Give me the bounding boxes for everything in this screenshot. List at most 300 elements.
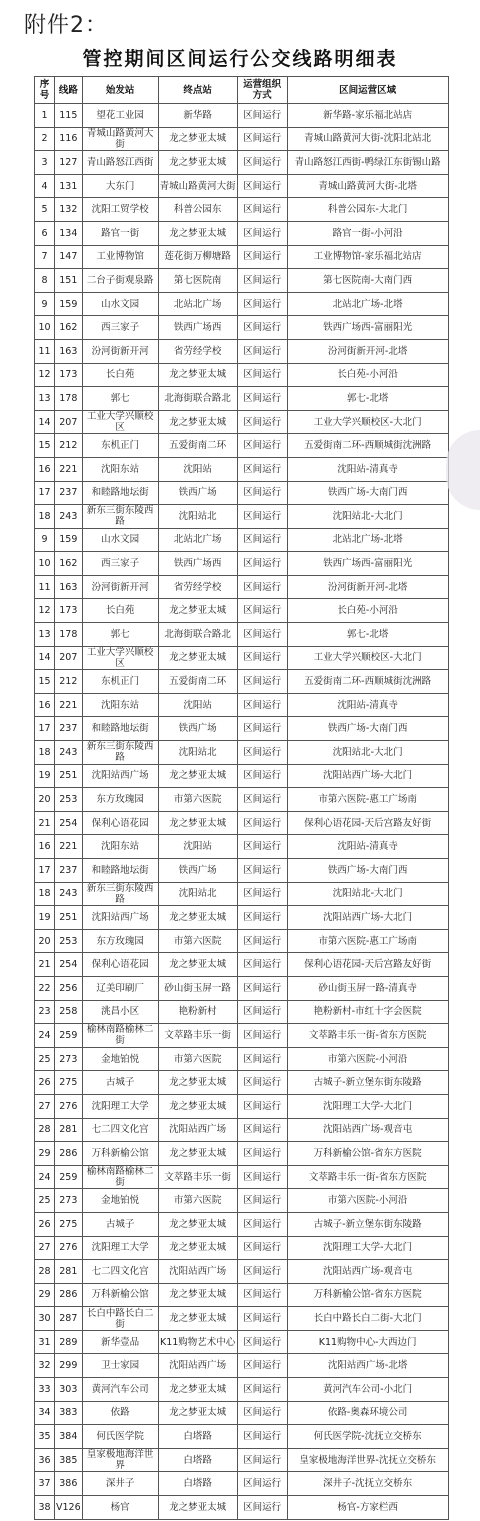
table-row <box>35 457 449 481</box>
cell-no: 15 <box>35 434 55 458</box>
cell-mode: 区间运行 <box>237 1024 287 1048</box>
cell-end: 龙之梦亚太城 <box>158 221 237 245</box>
cell-area: 沈阳理工大学-大北门 <box>287 1094 448 1118</box>
cell-area: 沈阳站西广场-大北门 <box>287 764 448 788</box>
cell-area: 工业博物馆-家乐福北站店 <box>287 245 448 269</box>
cell-area: 汾河街新开河-北塔 <box>287 575 448 599</box>
cell-end: 龙之梦亚太城 <box>158 1071 237 1095</box>
cell-start: 古城子 <box>82 1071 158 1095</box>
cell-no: 31 <box>35 1330 55 1354</box>
cell-end: 文萃路丰乐一街 <box>158 1024 237 1048</box>
cell-line: 163 <box>55 339 83 363</box>
cell-area: 铁西广场-大南门西 <box>287 859 448 883</box>
cell-mode: 区间运行 <box>237 316 287 340</box>
cell-mode: 区间运行 <box>237 1189 287 1213</box>
cell-no: 16 <box>35 693 55 717</box>
cell-no: 18 <box>35 741 55 765</box>
cell-end: 青城山路黄河大街 <box>158 174 237 198</box>
cell-area: 长白中路长白二街-大北门 <box>287 1307 448 1331</box>
cell-end: 龙之梦亚太城 <box>158 1283 237 1307</box>
cell-area: 青城山路黄河大街-北塔 <box>287 174 448 198</box>
table-row <box>35 174 449 198</box>
cell-start: 山水文园 <box>82 292 158 316</box>
cell-line: 253 <box>55 788 83 812</box>
cell-end: 市第六医院 <box>158 1189 237 1213</box>
cell-line: 243 <box>55 505 83 529</box>
cell-no: 38 <box>35 1496 55 1520</box>
cell-start: 沈阳东站 <box>82 835 158 859</box>
cell-start: 长白苑 <box>82 599 158 623</box>
cell-no: 20 <box>35 788 55 812</box>
cell-start: 东机正门 <box>82 670 158 694</box>
cell-end: 龙之梦亚太城 <box>158 1401 237 1425</box>
cell-start: 汾河街新开河 <box>82 339 158 363</box>
cell-line: 212 <box>55 434 83 458</box>
cell-area: 沈阳站西广场-观音屯 <box>287 1260 448 1284</box>
table-row <box>35 151 449 175</box>
cell-mode: 区间运行 <box>237 1071 287 1095</box>
cell-end: 省劳经学校 <box>158 575 237 599</box>
cell-mode: 区间运行 <box>237 1236 287 1260</box>
cell-mode: 区间运行 <box>237 245 287 269</box>
cell-mode: 区间运行 <box>237 363 287 387</box>
cell-area: 五爱街南二环-西顺城街沈洲路 <box>287 434 448 458</box>
cell-no: 6 <box>35 221 55 245</box>
cell-mode: 区间运行 <box>237 929 287 953</box>
cell-area: 黄河汽车公司-小北门 <box>287 1378 448 1402</box>
cell-area: 保利心语花园-天后宫路友好街 <box>287 953 448 977</box>
table-row <box>35 198 449 222</box>
cell-no: 37 <box>35 1472 55 1496</box>
table-row <box>35 788 449 812</box>
cell-mode: 区间运行 <box>237 906 287 930</box>
table-row <box>35 953 449 977</box>
cell-no: 19 <box>35 906 55 930</box>
cell-line: 286 <box>55 1142 83 1166</box>
cell-area: 青山路怒江西街-鸭绿江东街锡山路 <box>287 151 448 175</box>
cell-area: 工业大学兴顺校区-大北门 <box>287 646 448 670</box>
cell-line: 251 <box>55 764 83 788</box>
cell-start: 万科新榆公馆 <box>82 1283 158 1307</box>
cell-mode: 区间运行 <box>237 1330 287 1354</box>
cell-start: 郭七 <box>82 623 158 647</box>
cell-end: 市第六医院 <box>158 1047 237 1071</box>
cell-start: 西三家子 <box>82 316 158 340</box>
cell-start: 工业大学兴顺校区 <box>82 410 158 434</box>
cell-line: 299 <box>55 1354 83 1378</box>
cell-mode: 区间运行 <box>237 764 287 788</box>
cell-no: 17 <box>35 717 55 741</box>
cell-no: 13 <box>35 623 55 647</box>
cell-area: 铁西广场西-富丽阳光 <box>287 552 448 576</box>
cell-end: 龙之梦亚太城 <box>158 646 237 670</box>
cell-line: 259 <box>55 1024 83 1048</box>
table-row <box>35 316 449 340</box>
cell-start: 沈阳东站 <box>82 693 158 717</box>
cell-area: 沈阳站西广场-大北门 <box>287 906 448 930</box>
cell-start: 沈阳东站 <box>82 457 158 481</box>
cell-end: 白塔路 <box>158 1425 237 1449</box>
cell-start: 沈阳站西广场 <box>82 764 158 788</box>
cell-no: 11 <box>35 575 55 599</box>
cell-end: K11购物艺术中心 <box>158 1330 237 1354</box>
cell-no: 9 <box>35 528 55 552</box>
cell-mode: 区间运行 <box>237 127 287 151</box>
cell-no: 19 <box>35 764 55 788</box>
cell-mode: 区间运行 <box>237 339 287 363</box>
cell-area: 第七医院南-大南门西 <box>287 269 448 293</box>
cell-end: 北站北广场 <box>158 292 237 316</box>
cell-no: 26 <box>35 1071 55 1095</box>
table-row <box>35 1236 449 1260</box>
cell-area: 杨官-方家栏西 <box>287 1496 448 1520</box>
cell-area: 市第六医院-小河沿 <box>287 1189 448 1213</box>
cell-no: 11 <box>35 339 55 363</box>
cell-end: 北站北广场 <box>158 528 237 552</box>
cell-end: 龙之梦亚太城 <box>158 906 237 930</box>
cell-no: 30 <box>35 1307 55 1331</box>
glare-mark <box>446 430 480 510</box>
cell-area: K11购物中心-大西边门 <box>287 1330 448 1354</box>
table-row <box>35 1448 449 1472</box>
cell-start: 保利心语花园 <box>82 811 158 835</box>
cell-mode: 区间运行 <box>237 505 287 529</box>
page-title: 管控期间区间运行公交线路明细表 <box>82 48 398 70</box>
cell-area: 铁西广场-大南门西 <box>287 481 448 505</box>
cell-line: 163 <box>55 575 83 599</box>
cell-start: 沈阳站西广场 <box>82 906 158 930</box>
cell-mode: 区间运行 <box>237 1448 287 1472</box>
cell-end: 龙之梦亚太城 <box>158 410 237 434</box>
cell-end: 沈阳站西广场 <box>158 1354 237 1378</box>
cell-area: 沈阳站-清真寺 <box>287 693 448 717</box>
cell-mode: 区间运行 <box>237 670 287 694</box>
cell-start: 西三家子 <box>82 552 158 576</box>
cell-no: 18 <box>35 505 55 529</box>
cell-line: 383 <box>55 1401 83 1425</box>
cell-end: 铁西广场西 <box>158 552 237 576</box>
cell-line: 221 <box>55 457 83 481</box>
cell-mode: 区间运行 <box>237 788 287 812</box>
table-row <box>35 764 449 788</box>
cell-end: 铁西广场西 <box>158 316 237 340</box>
cell-end: 龙之梦亚太城 <box>158 1496 237 1520</box>
table-row <box>35 1000 449 1024</box>
table-row <box>35 1283 449 1307</box>
cell-no: 24 <box>35 1165 55 1189</box>
table-row <box>35 1425 449 1449</box>
cell-mode: 区间运行 <box>237 434 287 458</box>
cell-start: 沈阳理工大学 <box>82 1094 158 1118</box>
cell-line: 276 <box>55 1094 83 1118</box>
cell-mode: 区间运行 <box>237 269 287 293</box>
cell-end: 科普公园东 <box>158 198 237 222</box>
cell-mode: 区间运行 <box>237 1047 287 1071</box>
cell-mode: 区间运行 <box>237 811 287 835</box>
cell-line: 159 <box>55 528 83 552</box>
cell-mode: 区间运行 <box>237 882 287 906</box>
cell-line: 258 <box>55 1000 83 1024</box>
table-row <box>35 387 449 411</box>
cell-line: 221 <box>55 835 83 859</box>
cell-area: 保利心语花园-天后宫路友好街 <box>287 811 448 835</box>
cell-end: 龙之梦亚太城 <box>158 1236 237 1260</box>
cell-mode: 区间运行 <box>237 292 287 316</box>
cell-mode: 区间运行 <box>237 174 287 198</box>
cell-start: 金地铂悦 <box>82 1189 158 1213</box>
cell-line: 207 <box>55 410 83 434</box>
cell-start: 何氏医学院 <box>82 1425 158 1449</box>
cell-area: 青城山路黄河大街-沈阳北站北 <box>287 127 448 151</box>
header-row <box>35 77 449 104</box>
cell-start: 黄河汽车公司 <box>82 1378 158 1402</box>
cell-line: 134 <box>55 221 83 245</box>
cell-end: 北海街联合路北 <box>158 387 237 411</box>
cell-line: 178 <box>55 387 83 411</box>
cell-line: 173 <box>55 599 83 623</box>
table-row <box>35 575 449 599</box>
table-row <box>35 104 449 128</box>
cell-end: 五爱街南二环 <box>158 434 237 458</box>
cell-line: 254 <box>55 953 83 977</box>
cell-start: 望花工业园 <box>82 104 158 128</box>
cell-end: 砂山街玉屏一路 <box>158 976 237 1000</box>
table-row <box>35 1165 449 1189</box>
table-row <box>35 505 449 529</box>
cell-end: 沈阳站北 <box>158 505 237 529</box>
cell-start: 东方玫瑰园 <box>82 929 158 953</box>
cell-line: 303 <box>55 1378 83 1402</box>
cell-no: 17 <box>35 859 55 883</box>
table-row <box>35 1496 449 1520</box>
cell-area: 沈阳站西广场-观音屯 <box>287 1118 448 1142</box>
cell-end: 龙之梦亚太城 <box>158 1142 237 1166</box>
cell-start: 榆林南路榆林二街 <box>82 1024 158 1048</box>
cell-no: 15 <box>35 670 55 694</box>
cell-no: 14 <box>35 410 55 434</box>
cell-line: 281 <box>55 1118 83 1142</box>
cell-area: 市第六医院-惠工广场南 <box>287 929 448 953</box>
cell-mode: 区间运行 <box>237 457 287 481</box>
cell-line: 275 <box>55 1071 83 1095</box>
table-row <box>35 1401 449 1425</box>
cell-end: 沈阳站西广场 <box>158 1260 237 1284</box>
cell-no: 21 <box>35 953 55 977</box>
cell-start: 和睦路地坛街 <box>82 481 158 505</box>
cell-mode: 区间运行 <box>237 1472 287 1496</box>
cell-area: 万科新榆公馆-省东方医院 <box>287 1142 448 1166</box>
cell-mode: 区间运行 <box>237 693 287 717</box>
table-row <box>35 1330 449 1354</box>
cell-no: 18 <box>35 882 55 906</box>
cell-start: 辽美印刷厂 <box>82 976 158 1000</box>
cell-line: 273 <box>55 1189 83 1213</box>
cell-line: 251 <box>55 906 83 930</box>
cell-start: 青城山路黄河大街 <box>82 127 158 151</box>
table-row <box>35 481 449 505</box>
cell-line: 147 <box>55 245 83 269</box>
cell-area: 市第六医院-惠工广场南 <box>287 788 448 812</box>
table-row <box>35 693 449 717</box>
cell-line: 212 <box>55 670 83 694</box>
cell-end: 沈阳站北 <box>158 882 237 906</box>
table-row <box>35 292 449 316</box>
cell-area: 科普公园东-大北门 <box>287 198 448 222</box>
cell-area: 市第六医院-小河沿 <box>287 1047 448 1071</box>
cell-line: 287 <box>55 1307 83 1331</box>
cell-no: 7 <box>35 245 55 269</box>
cell-start: 郭七 <box>82 387 158 411</box>
cell-line: 237 <box>55 481 83 505</box>
table-row <box>35 859 449 883</box>
cell-start: 长白中路长白二街 <box>82 1307 158 1331</box>
table-row <box>35 1307 449 1331</box>
cell-no: 24 <box>35 1024 55 1048</box>
cell-area: 汾河街新开河-北塔 <box>287 339 448 363</box>
table-row <box>35 1024 449 1048</box>
attachment-label: 附件2： <box>24 13 108 38</box>
cell-line: 259 <box>55 1165 83 1189</box>
cell-end: 龙之梦亚太城 <box>158 1378 237 1402</box>
cell-start: 金地铂悦 <box>82 1047 158 1071</box>
cell-start: 沈阳工贸学校 <box>82 198 158 222</box>
cell-line: 243 <box>55 741 83 765</box>
cell-mode: 区间运行 <box>237 717 287 741</box>
table-row <box>35 906 449 930</box>
cell-start: 卫士家园 <box>82 1354 158 1378</box>
cell-start: 和睦路地坛街 <box>82 859 158 883</box>
cell-area: 依路-奥森环境公司 <box>287 1401 448 1425</box>
route-table <box>34 76 449 1520</box>
cell-start: 山水文园 <box>82 528 158 552</box>
cell-line: V126 <box>55 1496 83 1520</box>
cell-area: 五爱街南二环-西顺城街沈洲路 <box>287 670 448 694</box>
cell-no: 28 <box>35 1118 55 1142</box>
table-row <box>35 717 449 741</box>
cell-mode: 区间运行 <box>237 1496 287 1520</box>
cell-end: 白塔路 <box>158 1448 237 1472</box>
cell-start: 工业博物馆 <box>82 245 158 269</box>
table-row <box>35 363 449 387</box>
cell-no: 13 <box>35 387 55 411</box>
cell-area: 铁西广场-大南门西 <box>287 717 448 741</box>
cell-end: 沈阳站 <box>158 835 237 859</box>
table-row <box>35 1047 449 1071</box>
cell-area: 皇家极地海洋世界-沈抚立交桥东 <box>287 1448 448 1472</box>
cell-end: 五爱街南二环 <box>158 670 237 694</box>
table-row <box>35 599 449 623</box>
cell-mode: 区间运行 <box>237 976 287 1000</box>
table-row <box>35 1472 449 1496</box>
cell-line: 151 <box>55 269 83 293</box>
cell-mode: 区间运行 <box>237 646 287 670</box>
cell-mode: 区间运行 <box>237 221 287 245</box>
table-row <box>35 528 449 552</box>
cell-area: 工业大学兴顺校区-大北门 <box>287 410 448 434</box>
cell-start: 新华壹品 <box>82 1330 158 1354</box>
cell-area: 深井子-沈抚立交桥东 <box>287 1472 448 1496</box>
cell-mode: 区间运行 <box>237 481 287 505</box>
table-row <box>35 646 449 670</box>
cell-line: 131 <box>55 174 83 198</box>
cell-mode: 区间运行 <box>237 623 287 647</box>
table-row <box>35 811 449 835</box>
cell-start: 古城子 <box>82 1212 158 1236</box>
table-row <box>35 623 449 647</box>
cell-end: 龙之梦亚太城 <box>158 764 237 788</box>
cell-area: 沈阳站北-大北门 <box>287 741 448 765</box>
table-row <box>35 882 449 906</box>
cell-mode: 区间运行 <box>237 835 287 859</box>
cell-line: 237 <box>55 859 83 883</box>
cell-start: 大东门 <box>82 174 158 198</box>
table-row <box>35 269 449 293</box>
cell-start: 青山路怒江西街 <box>82 151 158 175</box>
cell-no: 1 <box>35 104 55 128</box>
cell-mode: 区间运行 <box>237 1212 287 1236</box>
cell-end: 龙之梦亚太城 <box>158 1212 237 1236</box>
cell-mode: 区间运行 <box>237 1094 287 1118</box>
cell-mode: 区间运行 <box>237 953 287 977</box>
cell-area: 郭七-北塔 <box>287 623 448 647</box>
table-row <box>35 1354 449 1378</box>
cell-start: 深井子 <box>82 1472 158 1496</box>
cell-area: 长白苑-小河沿 <box>287 599 448 623</box>
cell-no: 33 <box>35 1378 55 1402</box>
table-row <box>35 1118 449 1142</box>
cell-end: 沈阳站北 <box>158 741 237 765</box>
cell-line: 221 <box>55 693 83 717</box>
cell-line: 276 <box>55 1236 83 1260</box>
cell-no: 27 <box>35 1236 55 1260</box>
table-row <box>35 670 449 694</box>
col-header-mode: 运营组织方式 <box>237 77 287 104</box>
table-row <box>35 410 449 434</box>
cell-no: 16 <box>35 835 55 859</box>
cell-line: 281 <box>55 1260 83 1284</box>
cell-no: 12 <box>35 599 55 623</box>
cell-line: 286 <box>55 1283 83 1307</box>
table-row <box>35 1142 449 1166</box>
cell-start: 新东三街东陵西路 <box>82 882 158 906</box>
cell-line: 289 <box>55 1330 83 1354</box>
cell-no: 2 <box>35 127 55 151</box>
cell-no: 36 <box>35 1448 55 1472</box>
cell-mode: 区间运行 <box>237 1000 287 1024</box>
cell-no: 25 <box>35 1047 55 1071</box>
table-row <box>35 1189 449 1213</box>
cell-start: 七二四文化宫 <box>82 1118 158 1142</box>
cell-line: 275 <box>55 1212 83 1236</box>
cell-mode: 区间运行 <box>237 151 287 175</box>
cell-mode: 区间运行 <box>237 1401 287 1425</box>
cell-area: 沈阳理工大学-大北门 <box>287 1236 448 1260</box>
cell-area: 沈阳站西广场-北塔 <box>287 1354 448 1378</box>
cell-end: 沈阳站 <box>158 693 237 717</box>
cell-mode: 区间运行 <box>237 741 287 765</box>
cell-line: 115 <box>55 104 83 128</box>
cell-end: 龙之梦亚太城 <box>158 953 237 977</box>
table-row <box>35 434 449 458</box>
cell-area: 文萃路丰乐一街-省东方医院 <box>287 1165 448 1189</box>
cell-line: 273 <box>55 1047 83 1071</box>
cell-end: 龙之梦亚太城 <box>158 599 237 623</box>
cell-line: 253 <box>55 929 83 953</box>
cell-area: 沈阳站北-大北门 <box>287 882 448 906</box>
table-row <box>35 221 449 245</box>
cell-no: 16 <box>35 457 55 481</box>
cell-mode: 区间运行 <box>237 410 287 434</box>
